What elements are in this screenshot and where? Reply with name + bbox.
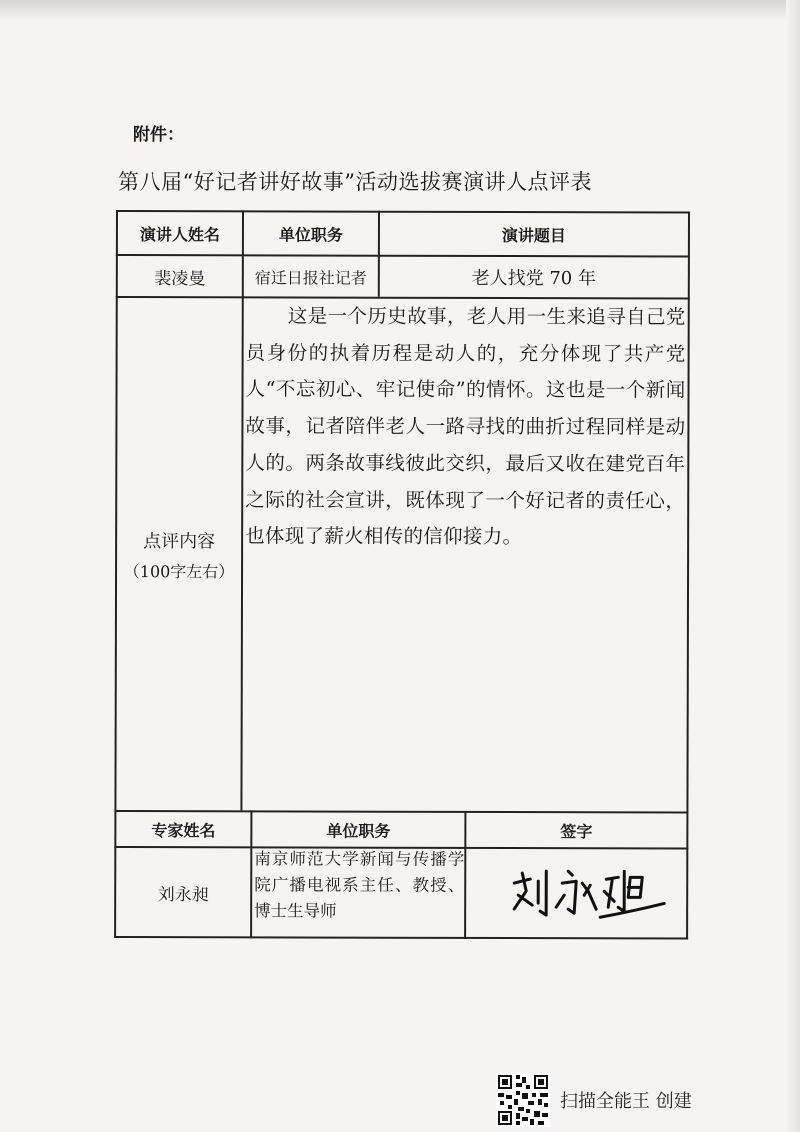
speech-topic: 老人找党 70 年 xyxy=(471,267,597,290)
expert-unit: 南京师范大学新闻与传播学院广播电视系主任、教授、博士生导师 xyxy=(254,849,465,921)
comment-body: 这是一个历史故事，老人用一生来追寻自己党员身份的执着历程是动人的，充分体现了共产党人“不忘初心、牢记使命”的情怀。这也是一个新闻故事，记者陪伴老人一路寻找的曲折过程同样是动人的。两条故事线彼此交织，最后又收在建党百年之际的社会宣讲，既体现了一个好记者的责任心，也体现了薪火相传的信仰接力。 xyxy=(245,304,686,549)
scanner-watermark xyxy=(496,1073,692,1127)
comment-label-note: （100字左右） xyxy=(123,561,235,581)
table-border-right xyxy=(686,211,690,939)
evaluation-form-table xyxy=(114,210,690,940)
handwritten-signature xyxy=(492,851,672,935)
qr-code-icon xyxy=(496,1073,550,1127)
header-speaker-name: 演讲人姓名 xyxy=(139,224,220,244)
speaker-unit: 宿迁日报社记者 xyxy=(254,267,367,288)
comment-label: 点评内容 xyxy=(143,530,216,552)
page-right-edge xyxy=(786,0,800,1132)
header-expert-name: 专家姓名 xyxy=(151,820,216,840)
header-signature: 签字 xyxy=(560,821,593,841)
comment-text xyxy=(245,298,686,556)
header-speaker-unit: 单位职务 xyxy=(278,224,343,245)
scanner-label: 扫描全能王 创建 xyxy=(560,1091,692,1112)
table-border-bottom xyxy=(114,936,688,940)
comment-label-cell xyxy=(116,298,241,810)
attachment-label: 附件： xyxy=(133,125,184,145)
speaker-name: 裴凌曼 xyxy=(154,268,206,289)
expert-name: 刘永昶 xyxy=(157,884,209,905)
header-speech-topic: 演讲题目 xyxy=(501,225,566,245)
page-top-edge xyxy=(0,0,800,20)
document-title: 第八届“好记者讲好故事”活动选拔赛演讲人点评表 xyxy=(118,170,592,194)
header-expert-unit: 单位职务 xyxy=(326,821,391,841)
